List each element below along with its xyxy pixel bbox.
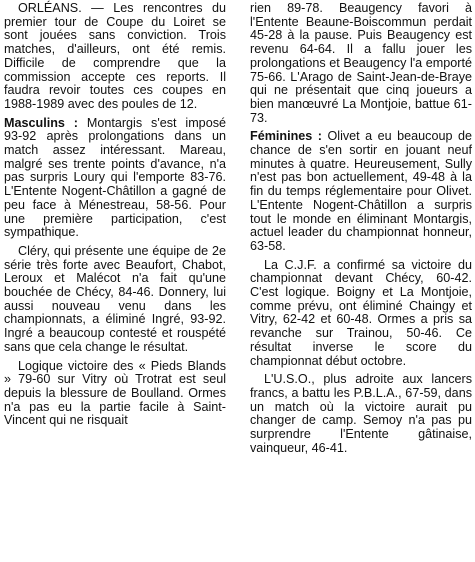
section-heading-masculins: Masculins : <box>4 115 78 130</box>
section-heading-feminines: Féminines : <box>250 129 322 144</box>
paragraph-text: — Les rencontres du premier tour de Coupe du Loiret se sont jouées sans conviction. Trois matches, d'ailleurs, ont été remis. Difficile de comprendre que la commission accepte ces reports. Il faudra revoir toutes ces coupes en 1988-1989 avec des poules de 12. <box>4 1 226 111</box>
paragraph-clery <box>4 245 226 355</box>
article-column-right <box>250 2 472 461</box>
paragraph-text: Montargis s'est imposé 93-92 après prolongations dans un match assez intéressant. Mareau, malgré ses trente points d'avance, n'a pas surpris Loury qui l'emporte 83-76. L'Entente Nogent-Châtillon a gagné de peu face à Ménestreau, 58-56. Pour une première participation, c'est sympathique. <box>4 115 226 240</box>
paragraph-text: La C.J.F. a confirmé sa victoire du championnat devant Chécy, 60-42. C'est logique. Boigny et La Montjoie, comme prévu, ont éliminé Chaingy et Vitry, 62-42 et 60-48. Ormes a pris sa revanche sur Trainou, 50-46. Ce résultat inverse le score du championnat début octobre. <box>250 257 472 368</box>
paragraph-cjf <box>250 259 472 369</box>
paragraph-text: L'U.S.O., plus adroite aux lancers francs, a battu les P.B.L.A., 67-59, dans un match où la victoire aurait pu changer de camp. Semoy n'a pas pu surprendre l'Entente gâtinaise, vainqueur, 46-41. <box>250 372 472 455</box>
dateline: ORLÉANS. <box>18 1 82 15</box>
paragraph-text: Logique victoire des « Pieds Blands » 79-60 sur Vitry où Trotrat est seul depuis la blessure de Boulland. Ormes n'a pas eu la partie facile à Saint-Vincent qui ne risquait <box>4 358 226 428</box>
paragraph-beaugency <box>250 2 472 125</box>
paragraph-masculins <box>4 117 226 240</box>
paragraph-uso <box>250 373 472 455</box>
paragraph-feminines <box>250 130 472 253</box>
paragraph-text: rien 89-78. Beaugency favori à l'Entente Beaune-Boiscommun perdait 45-28 à la pause. Puis Beaugency est revenu 64-64. Il a fallu jouer les prolongations et Beaugency l'a emporté 75-66. L'Arago de Saint-Jean-de-Braye qui ne présentait que cinq joueurs a bien manœuvré La Montjoie, battue 61-73. <box>250 1 472 125</box>
paragraph-text: Cléry, qui présente une équipe de 2e série très forte avec Beaufort, Chabot, Leroux et Malécot n'a fait qu'une bouchée de Chécy, 84-46. Donnery, lui aussi nouveau venu dans les championnats, a éliminé Ingré, 93-92. Ingré a beaucoup contesté et rouspété sans que cela change le résultat. <box>4 243 226 354</box>
paragraph-pieds-blands <box>4 360 226 429</box>
paragraph-text: Olivet a eu beaucoup de chance de s'en sortir en jouant neuf minutes à quatre. Heureusement, Sully n'est pas bon actuellement, 49-48 à la fin du temps réglementaire pour Olivet. L'Entente Nogent-Châtillon a surpris tout le monde en éliminant Montargis, actuel leader du championnat honneur, 63-58. <box>250 129 472 253</box>
article-column-left <box>4 2 226 433</box>
paragraph-intro <box>4 2 226 112</box>
